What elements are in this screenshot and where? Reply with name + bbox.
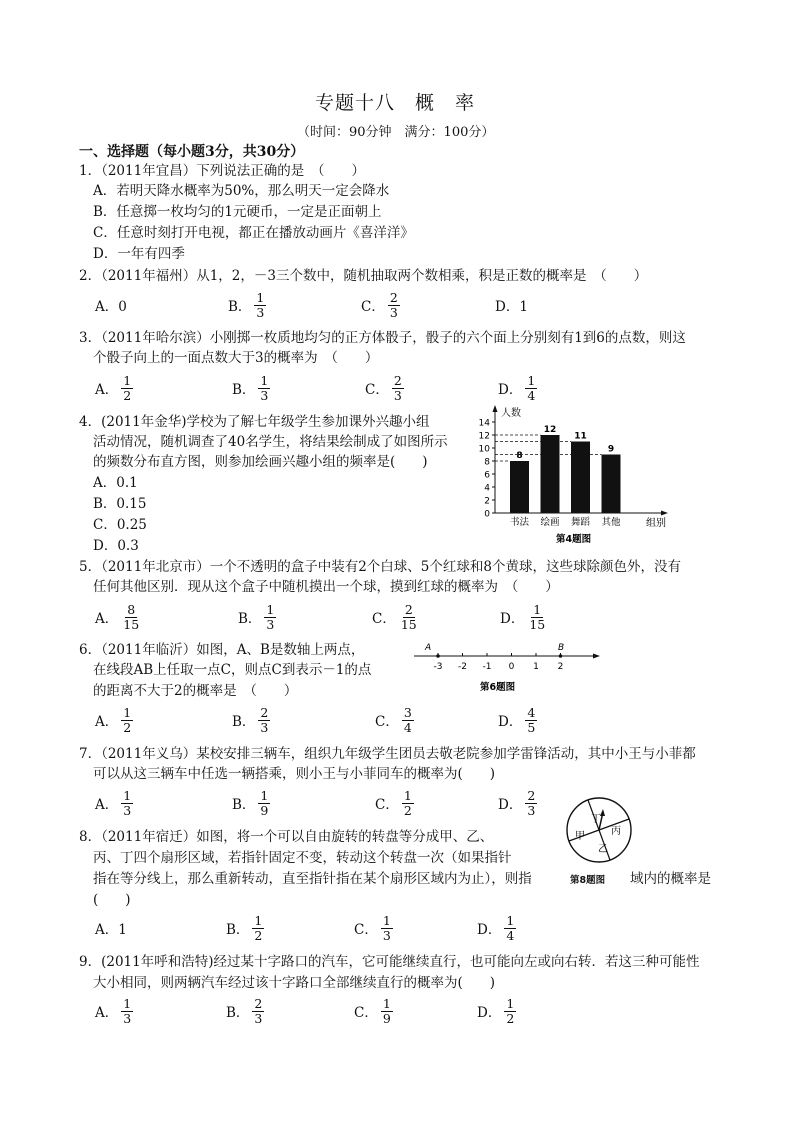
bar-舞蹈 bbox=[571, 442, 590, 514]
sector-jia-label: 甲 bbox=[575, 831, 585, 842]
q7-line1: 7．（2011年义乌）某校安排三辆车，组织九年级学生团员去敬老院参加学雷锋活动，其中小王与小菲都 bbox=[79, 746, 696, 762]
x-category-label: 舞蹈 bbox=[570, 517, 591, 528]
q7-option-c: C． $\frac{1}{2}$ bbox=[375, 787, 412, 818]
q9-option-a: A． $\frac{1}{3}$ bbox=[95, 995, 132, 1026]
number-line-tick-label: 0 bbox=[508, 662, 515, 672]
q2-option-a: A．0 bbox=[95, 299, 127, 315]
y-tick-label: 12 bbox=[478, 431, 490, 442]
q8-figure-caption: 第8题图 bbox=[570, 875, 606, 886]
q8-option-a: A．1 bbox=[95, 922, 127, 938]
point-a bbox=[436, 654, 440, 658]
number-line-tick-label: -1 bbox=[482, 662, 492, 672]
q1-stem: 1．（2011年宜昌）下列说法正确的是 （ ） bbox=[79, 163, 365, 179]
x-axis-arrow bbox=[661, 511, 668, 516]
x-category-label: 其他 bbox=[601, 517, 621, 528]
bar-value-label: 11 bbox=[574, 431, 587, 442]
q7-option-a: A． $\frac{1}{3}$ bbox=[95, 787, 132, 818]
q4-option-a: A．0.1 bbox=[93, 475, 138, 491]
y-tick-label: 4 bbox=[484, 483, 490, 494]
q2-option-c: C． $\frac{2}{3}$ bbox=[361, 289, 398, 320]
q3-option-d: D． $\frac{1}{4}$ bbox=[498, 372, 536, 403]
number-line-tick-label: -2 bbox=[458, 662, 467, 672]
q4-line1: 4．(2011年金华)学校为了解七年级学生参加课外兴趣小组 bbox=[79, 414, 430, 430]
bar-value-label: 8 bbox=[516, 451, 523, 461]
q2-option-d: D．1 bbox=[495, 299, 528, 315]
number-line-arrow bbox=[593, 654, 600, 659]
point-b bbox=[559, 654, 563, 658]
q5-option-d: D． $\frac{1}{15}$ bbox=[500, 601, 546, 632]
y-tick-label: 10 bbox=[478, 444, 490, 455]
y-tick-label: 2 bbox=[484, 496, 490, 507]
q6-option-b: B． $\frac{2}{3}$ bbox=[232, 704, 269, 735]
q6-line3: 的距离不大于2的概率是 （ ） bbox=[93, 683, 298, 699]
q4-option-d: D．0.3 bbox=[93, 538, 139, 554]
q9-option-d: D． $\frac{1}{2}$ bbox=[477, 995, 515, 1026]
q1-option-d: D．一年有四季 bbox=[93, 246, 185, 262]
sector-bing-label: 丙 bbox=[611, 826, 621, 837]
q8-option-c: C． $\frac{1}{3}$ bbox=[354, 912, 391, 943]
q8-line1: 8．（2011年宿迁）如图，将一个可以自由旋转的转盘等分成甲、乙、 bbox=[79, 829, 494, 845]
q9-line1: 9．(2011年呼和浩特)经过某十字路口的汽车，它可能继续直行，也可能向左或向右转．若这三种可能性 bbox=[79, 954, 700, 970]
q6-line2: 在线段AB上任取一点C，则点C到表示－1的点 bbox=[93, 662, 372, 678]
bar-其他 bbox=[602, 455, 621, 514]
q2-stem: 2．（2011年福州）从1，2，－3三个数中，随机抽取两个数相乘，积是正数的概率是 （ ） bbox=[79, 268, 648, 284]
page-title: 专题十八 概 率 bbox=[315, 92, 476, 114]
q3-option-a: A． $\frac{1}{2}$ bbox=[95, 372, 132, 403]
q6-option-a: A． $\frac{1}{2}$ bbox=[95, 704, 132, 735]
q8-line3b: 域内的概率是 bbox=[630, 871, 711, 887]
number-line-tick-label: -3 bbox=[433, 662, 443, 672]
point-a-label: A bbox=[425, 643, 432, 653]
q4-histogram-chart bbox=[478, 402, 688, 550]
q7-line2: 可以从这三辆车中任选一辆搭乘，则小王与小菲同车的概率为( ) bbox=[93, 766, 496, 782]
q3-line2: 个骰子向上的一面点数大于3的概率为 （ ） bbox=[93, 350, 379, 366]
q1-option-b: B．任意掷一枚均匀的1元硬币，一定是正面朝上 bbox=[93, 204, 382, 220]
point-b-label: B bbox=[558, 643, 565, 653]
q5-option-b: B． $\frac{1}{3}$ bbox=[238, 601, 275, 632]
q9-line2: 大小相同，则两辆汽车经过该十字路口全部继续直行的概率为( ) bbox=[93, 975, 496, 991]
q5-line2: 任何其他区别．现从这个盒子中随机摸出一个球，摸到红球的概率为 （ ） bbox=[93, 579, 559, 595]
q1-option-a: A．若明天降水概率为50%，那么明天一定会降水 bbox=[93, 183, 390, 199]
q8-line3a: 指在等分线上，那么重新转动，直至指针指在某个扇形区域内为止），则指 bbox=[93, 871, 532, 887]
q8-line2: 丙、丁四个扇形区域，若指针固定不变，转动这个转盘一次（如果指针 bbox=[93, 850, 512, 866]
y-axis-label: 人数 bbox=[501, 408, 521, 419]
y-tick-label: 8 bbox=[484, 457, 490, 468]
sector-ding-label: 丁 bbox=[591, 814, 601, 825]
q5-option-c: C． $\frac{2}{15}$ bbox=[372, 601, 417, 632]
number-line-tick-label: 2 bbox=[557, 662, 564, 672]
y-tick-label: 6 bbox=[484, 470, 490, 481]
q3-line1: 3．（2011年哈尔滨）小刚掷一枚质地均匀的正方体骰子，骰子的六个面上分别刻有1到6的点数，则这 bbox=[79, 330, 686, 346]
q6-number-line bbox=[412, 640, 604, 696]
bar-value-label: 12 bbox=[543, 425, 557, 435]
x-axis-label: 组别 bbox=[646, 518, 666, 529]
q4-line2: 活动情况，随机调查了40名学生，将结果绘制成了如图所示 bbox=[93, 434, 448, 450]
q6-line1: 6．（2011年临沂）如图，A、B是数轴上两点， bbox=[79, 642, 365, 658]
q6-figure-caption: 第6题图 bbox=[480, 682, 516, 693]
q7-option-b: B． $\frac{1}{9}$ bbox=[232, 787, 269, 818]
q4-option-b: B．0.15 bbox=[93, 496, 147, 512]
q2-option-b: B． $\frac{1}{3}$ bbox=[228, 289, 265, 320]
q8-line4: ( ) bbox=[93, 892, 131, 908]
q9-option-c: C． $\frac{1}{9}$ bbox=[354, 995, 391, 1026]
q4-figure-caption: 第4题图 bbox=[556, 534, 592, 545]
q6-option-c: C． $\frac{3}{4}$ bbox=[375, 704, 412, 735]
y-axis-arrow bbox=[493, 405, 498, 412]
q6-option-d: D． $\frac{4}{5}$ bbox=[498, 704, 536, 735]
section-heading: 一、选择题（每小题3分，共30分） bbox=[79, 144, 305, 160]
page-subtitle: （时间：90分钟 满分：100分） bbox=[297, 125, 495, 140]
y-tick-label: 0 bbox=[484, 509, 490, 520]
q4-line3: 的频数分布直方图，则参加绘画兴趣小组的频率是( ) bbox=[93, 454, 428, 470]
number-line-tick-label: 1 bbox=[533, 662, 539, 672]
bar-绘画 bbox=[541, 435, 560, 513]
q8-option-b: B． $\frac{1}{2}$ bbox=[226, 912, 263, 943]
x-category-label: 绘画 bbox=[540, 517, 560, 528]
q4-option-c: C．0.25 bbox=[93, 517, 147, 533]
q8-option-d: D． $\frac{1}{4}$ bbox=[477, 912, 515, 943]
q1-option-c: C．任意时刻打开电视，都正在播放动画片《喜洋洋》 bbox=[93, 225, 414, 241]
sector-yi-label: 乙 bbox=[598, 844, 608, 855]
x-category-label: 书法 bbox=[509, 517, 530, 528]
bar-书法 bbox=[510, 461, 529, 513]
bar-value-label: 9 bbox=[607, 444, 615, 455]
q3-option-b: B． $\frac{1}{3}$ bbox=[232, 372, 269, 403]
q7-option-d: D． $\frac{2}{3}$ bbox=[498, 787, 536, 818]
q5-option-a: A． $\frac{8}{15}$ bbox=[95, 601, 140, 632]
q9-option-b: B． $\frac{2}{3}$ bbox=[226, 995, 263, 1026]
y-tick-label: 14 bbox=[478, 418, 490, 429]
q5-line1: 5．（2011年北京市）一个不透明的盒子中装有2个白球、5个红球和8个黄球，这些球除颜色外，没有 bbox=[79, 559, 681, 575]
q3-option-c: C． $\frac{2}{3}$ bbox=[365, 372, 402, 403]
